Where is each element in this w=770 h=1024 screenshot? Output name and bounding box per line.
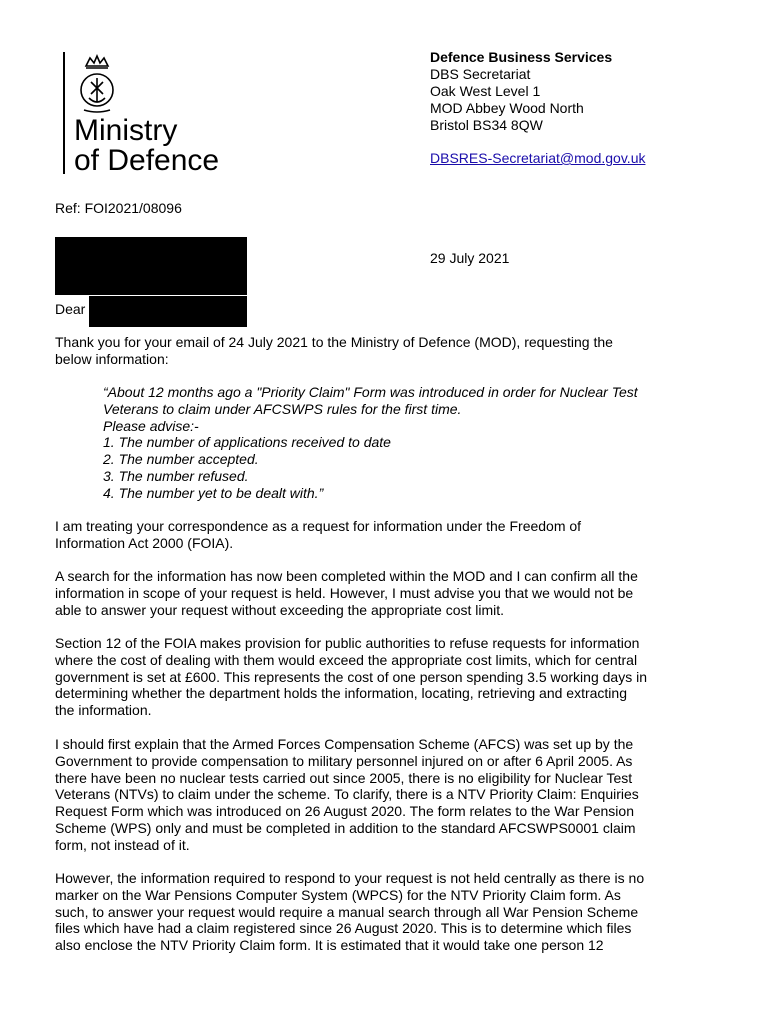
paragraph-search bbox=[55, 568, 720, 618]
sender-address bbox=[430, 49, 612, 134]
sender-line-3: MOD Abbey Wood North bbox=[430, 100, 584, 116]
quote-line: Veterans to claim under AFCSWPS rules for the first time. bbox=[103, 400, 462, 417]
paragraph-section-12 bbox=[55, 635, 720, 719]
reference-number: Ref: FOI2021/08096 bbox=[55, 200, 182, 216]
logo-divider bbox=[63, 52, 65, 174]
para-line: However, the information required to respond to your request is not held centrally as there is no bbox=[55, 870, 645, 886]
quote-line: Please advise:- bbox=[103, 417, 199, 434]
sender-name: Defence Business Services bbox=[430, 49, 613, 65]
intro-line: below information: bbox=[55, 350, 169, 367]
letter-date: 29 July 2021 bbox=[430, 250, 510, 266]
quote-line: 3. The number refused. bbox=[103, 467, 249, 484]
quote-line: 4. The number yet to be dealt with.” bbox=[103, 484, 324, 501]
para-line: Government to provide compensation to military personnel injured on or after 6 April 2005. As bbox=[55, 752, 633, 769]
para-line: files which have had a claim registered since 26 August 2020. This is to determine which files bbox=[55, 920, 632, 937]
para-line: information in scope of your request is held. However, I must advise you that we would not be bbox=[55, 584, 634, 601]
sender-line-1: DBS Secretariat bbox=[430, 66, 531, 82]
quote-line: “About 12 months ago a "Priority Claim" Form was introduced in order for Nuclear Test bbox=[103, 384, 638, 400]
para-line: Veterans (NTVs) to claim under the scheme. To clarify, there is a NTV Priority Claim: Enquiries bbox=[55, 786, 639, 803]
para-line: Information Act 2000 (FOIA). bbox=[55, 534, 234, 551]
para-line: Section 12 of the FOIA makes provision for public authorities to refuse requests for information bbox=[55, 635, 640, 651]
quote-line: 1. The number of applications received to date bbox=[103, 434, 391, 451]
para-line: able to answer your request without exceeding the appropriate cost limit. bbox=[55, 601, 505, 618]
redacted-recipient-name bbox=[89, 296, 247, 327]
para-line: the information. bbox=[55, 702, 152, 719]
para-line: also enclose the NTV Priority Claim form. It is estimated that it would take one person 12 bbox=[55, 937, 604, 954]
para-line: marker on the War Pensions Computer System (WPCS) for the NTV Priority Claim form. As bbox=[55, 886, 621, 903]
sender-line-2: Oak West Level 1 bbox=[430, 83, 541, 99]
para-line: government is set at £600. This represents the cost of one person spending 3.5 working days in bbox=[55, 668, 647, 685]
intro-line: Thank you for your email of 24 July 2021 to the Ministry of Defence (MOD), requesting the bbox=[55, 334, 613, 350]
para-line: such, to answer your request would require a manual search through all War Pension Scheme bbox=[55, 903, 639, 920]
salutation: Dear bbox=[55, 301, 86, 317]
logo-line-2: of Defence bbox=[74, 144, 220, 177]
request-quote bbox=[103, 384, 720, 502]
para-line: there have been no nuclear tests carried out since 2005, there is no eligibility for Nuclear Test bbox=[55, 769, 633, 786]
redacted-recipient-address bbox=[55, 237, 247, 295]
paragraph-foia bbox=[55, 518, 720, 552]
para-line: Request Form which was introduced on 26 August 2020. The form relates to the War Pension bbox=[55, 803, 634, 820]
ministry-of-defence-logo bbox=[74, 116, 219, 176]
royal-crest-icon bbox=[72, 52, 122, 116]
para-line: determining whether the department holds the information, locating, retrieving and extracting bbox=[55, 685, 627, 702]
intro-paragraph bbox=[55, 334, 720, 368]
para-line: Scheme (WPS) only and must be completed in addition to the standard AFCSWPS0001 claim bbox=[55, 819, 636, 836]
paragraph-afcs bbox=[55, 736, 720, 854]
para-line: form, not instead of it. bbox=[55, 836, 190, 853]
sender-email-link[interactable]: DBSRES-Secretariat@mod.gov.uk bbox=[430, 150, 646, 166]
sender-line-4: Bristol BS34 8QW bbox=[430, 117, 543, 133]
para-line: where the cost of dealing with them would exceed the appropriate cost limits, which for central bbox=[55, 651, 638, 668]
para-line: A search for the information has now been completed within the MOD and I can confirm all the bbox=[55, 568, 638, 584]
quote-line: 2. The number accepted. bbox=[103, 451, 259, 468]
paragraph-not-held bbox=[55, 870, 720, 954]
para-line: I am treating your correspondence as a request for information under the Freedom of bbox=[55, 518, 582, 534]
logo-line-1: Ministry bbox=[74, 114, 178, 147]
para-line: I should first explain that the Armed Forces Compensation Scheme (AFCS) was set up by the bbox=[55, 736, 634, 752]
